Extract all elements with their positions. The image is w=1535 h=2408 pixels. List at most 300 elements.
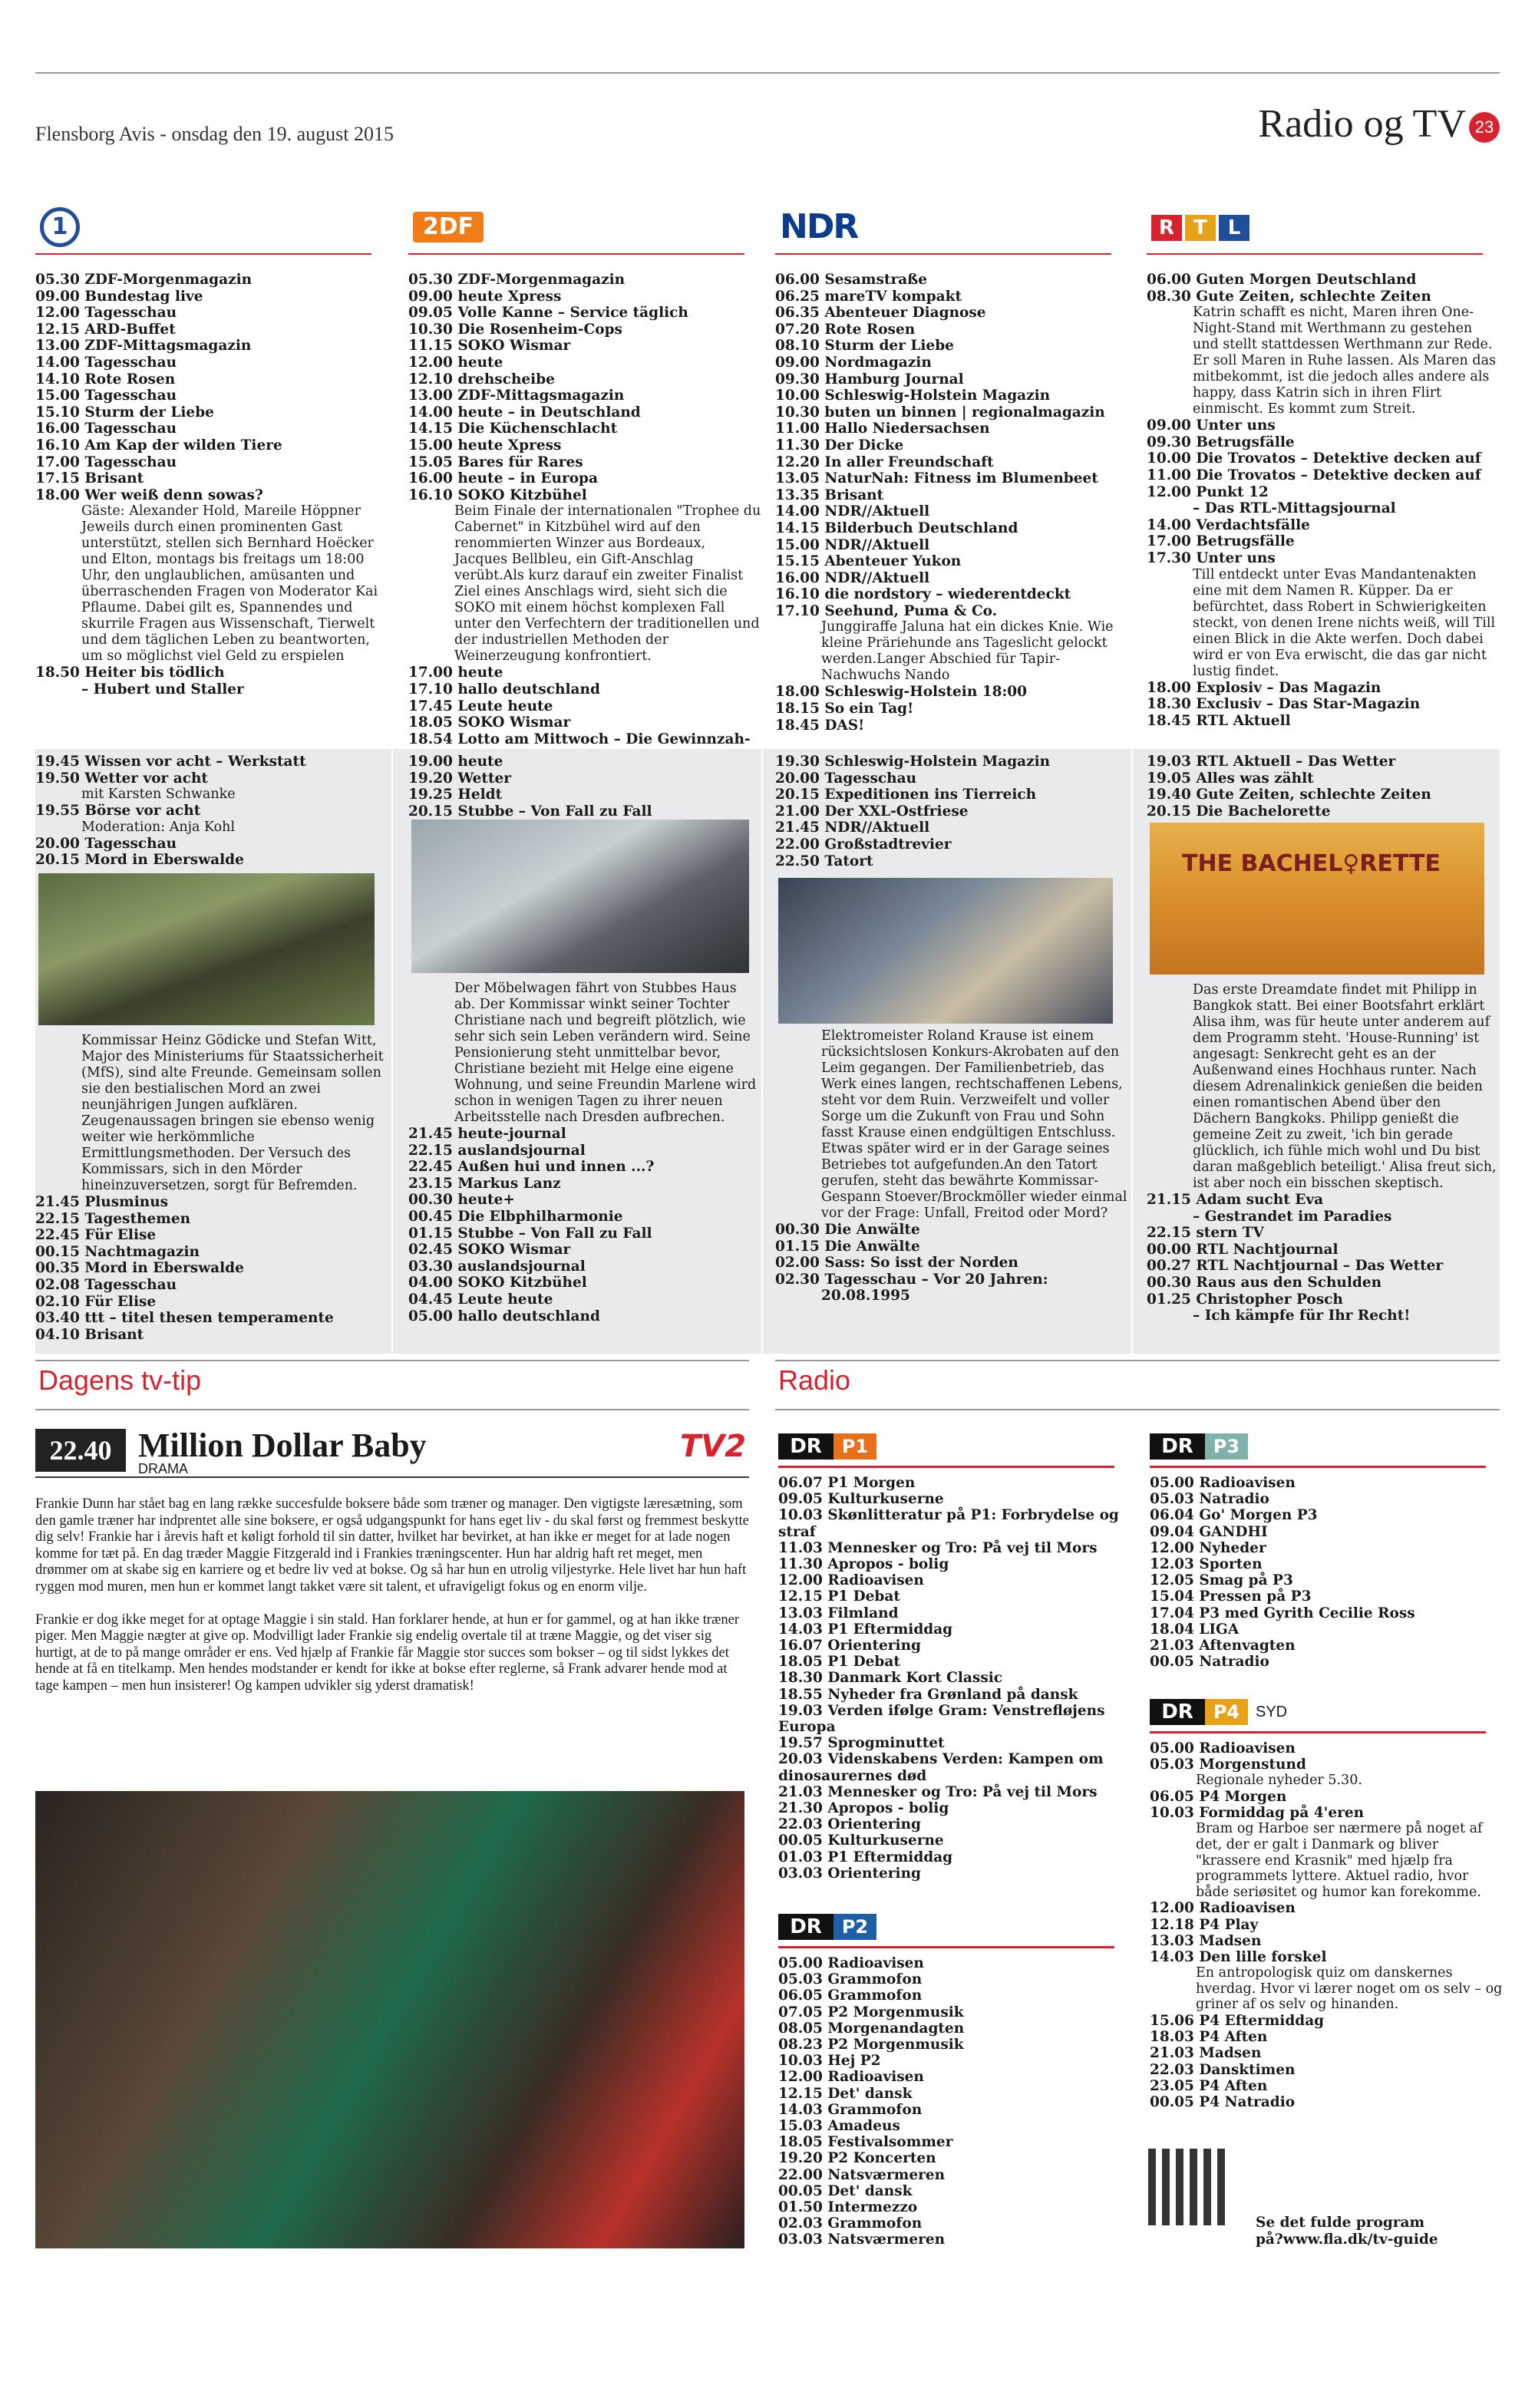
program-title: 18.50 Heiter bis tödlich xyxy=(35,665,225,681)
program-title: 21.45 Plusminus xyxy=(35,1194,169,1210)
zdf-program-photo xyxy=(411,820,749,973)
program-entry xyxy=(778,2167,1131,2183)
program-title: 05.00 Radioavisen xyxy=(778,1955,924,1971)
ard-logo-icon: 1 xyxy=(40,207,80,247)
program-entry xyxy=(35,1194,388,1211)
program-entry xyxy=(775,454,1128,471)
program-title: 18.05 P1 Debat xyxy=(778,1654,900,1671)
program-title: 19.45 Wissen vor acht – Werkstatt xyxy=(35,754,306,770)
program-entry xyxy=(1150,1540,1503,1556)
program-entry xyxy=(35,681,388,698)
program-entry xyxy=(35,487,388,665)
program-entry xyxy=(408,714,761,731)
program-title: 14.00 NDR//Aktuell xyxy=(775,503,930,520)
program-title: 16.10 Am Kap der wilden Tiere xyxy=(35,437,282,454)
program-entry xyxy=(408,272,761,289)
tv-tip-heading: Dagens tv-tip xyxy=(38,1364,202,1396)
program-title: 22.00 Großstadtrevier xyxy=(775,836,952,853)
program-entry xyxy=(408,437,761,454)
program-entry xyxy=(1150,1933,1503,1949)
ard-program-photo xyxy=(38,873,375,1025)
program-title: 06.05 P4 Morgen xyxy=(1150,1789,1287,1805)
tip-time-badge: 22.40 xyxy=(35,1429,126,1472)
program-description: Moderation: Anja Kohl xyxy=(81,819,236,835)
program-entry xyxy=(35,1244,388,1261)
program-title: 17.00 heute xyxy=(408,665,503,681)
program-title: 05.30 ZDF-Morgenmagazin xyxy=(408,272,626,288)
program-entry xyxy=(1150,1638,1503,1654)
program-entry xyxy=(1147,272,1500,289)
program-title: 15.00 NDR//Aktuell xyxy=(775,536,930,553)
program-entry xyxy=(408,1258,761,1275)
program-entry xyxy=(35,404,388,421)
program-entry xyxy=(408,388,761,404)
program-entry xyxy=(775,836,1128,853)
program-entry xyxy=(778,1751,1131,1767)
p2-schedule xyxy=(778,1955,1131,2248)
program-title: 06.04 Go' Morgen P3 xyxy=(1150,1507,1318,1524)
program-entry xyxy=(408,1225,761,1242)
program-title: 12.00 Punkt 12 xyxy=(1147,483,1269,500)
program-entry xyxy=(1150,1588,1503,1605)
program-entry xyxy=(778,1800,1131,1816)
p2-rule xyxy=(778,1946,1114,1948)
program-title: 09.05 Kulturkuserne xyxy=(778,1491,944,1508)
program-entry xyxy=(1150,1524,1503,1540)
program-entry xyxy=(35,454,388,471)
program-entry xyxy=(1147,417,1500,434)
program-title: 14.00 heute – in Deutschland xyxy=(408,404,641,421)
band-divider xyxy=(391,749,393,1354)
program-entry xyxy=(778,1621,1131,1638)
program-title: 12.18 P4 Play xyxy=(1150,1916,1259,1933)
program-entry xyxy=(1150,1621,1503,1638)
program-title: 17.45 Leute heute xyxy=(408,698,553,714)
program-title: 22.03 Dansktimen xyxy=(1150,2061,1296,2078)
program-description: Katrin schafft es nicht, Maren ihren One-Night-Stand mit Werthmann zu gestehen und stellt stattdessen Werthmann zur Rede. Er soll Maren in Ruhe lassen. Als Maren das mitbekommt, ist die jedoch alles andere als happy, dass Katrin sich in ihren Flirt einmischt. Es kommt zum Streit. xyxy=(1193,305,1496,417)
program-entry xyxy=(1150,1949,1503,2013)
dr-p1-badge: DR P1 xyxy=(778,1433,876,1460)
ndr-header xyxy=(775,201,1111,255)
program-title: 09.00 heute Xpress xyxy=(408,288,562,305)
program-title: 20.15 Expeditionen ins Tierreich xyxy=(775,787,1037,803)
program-title: 18.15 So ein Tag! xyxy=(775,701,914,717)
program-title: 11.00 Die Trovatos – Detektive decken auf xyxy=(1147,467,1481,483)
program-entry xyxy=(778,2183,1131,2199)
program-entry xyxy=(35,754,388,770)
page-number-badge: 23 xyxy=(1469,112,1500,143)
program-entry xyxy=(775,322,1128,338)
program-title: 21.15 Adam sucht Eva xyxy=(1147,1192,1324,1208)
program-title: 02.10 Für Elise xyxy=(35,1293,157,1310)
program-entry xyxy=(775,388,1128,404)
program-title: 10.03 Skønlitteratur på P1: Forbrydelse og xyxy=(778,1507,1119,1524)
program-entry xyxy=(775,437,1128,454)
program-title: 21.45 heute-journal xyxy=(408,1126,566,1142)
program-entry xyxy=(775,787,1128,803)
p4-rule xyxy=(1150,1731,1486,1733)
program-title: 18.05 Festivalsommer xyxy=(778,2134,953,2151)
program-entry xyxy=(408,454,761,471)
program-description: Gäste: Alexander Hold, Mareile Höppner Jeweils durch einen prominenten Gast unterstützt, stellen sich Bernhard Hoëcker und Elton, montags bis freitags um 18:00 Uhr, den unglaublichen, amüsanten und überraschenden Fragen von Moderator Kai Pflaume. Dabei gilt es, Spannendes und skurrile Fragen aus Wissenschaft, Tierwelt und dem täglichen Leben zu beantworten, um so möglichst viel Geld zu erspielen xyxy=(81,503,378,665)
program-entry xyxy=(408,404,761,421)
program-title: – Gestrandet im Paradies xyxy=(1193,1208,1392,1225)
program-title: 13.00 ZDF-Mittagsmagazin xyxy=(408,388,625,404)
program-title: 00.35 Mord in Eberswalde xyxy=(35,1260,244,1277)
p4-schedule xyxy=(1150,1740,1503,2110)
program-title: 15.00 heute Xpress xyxy=(408,437,562,454)
program-title: 11.30 Der Dicke xyxy=(775,437,904,454)
program-title: 16.00 NDR//Aktuell xyxy=(775,569,930,586)
program-entry xyxy=(775,570,1128,587)
ndr-schedule-day xyxy=(775,272,1128,734)
program-title: 18.05 SOKO Wismar xyxy=(408,714,571,731)
program-entry xyxy=(1147,1291,1500,1308)
program-entry xyxy=(775,305,1128,322)
program-title: 14.03 P1 Eftermiddag xyxy=(778,1621,953,1638)
program-title: 10.03 Hej P2 xyxy=(778,2053,881,2070)
program-entry xyxy=(1150,1757,1503,1789)
program-title: dinosaurernes død xyxy=(778,1767,927,1784)
program-title: 00.00 RTL Nachtjournal xyxy=(1147,1241,1339,1258)
program-title: 18.45 RTL Aktuell xyxy=(1147,712,1291,729)
program-title: 13.03 Filmland xyxy=(778,1605,899,1621)
program-title: 22.45 Für Elise xyxy=(35,1227,157,1244)
program-title: straf xyxy=(778,1523,816,1540)
program-entry xyxy=(778,1588,1131,1605)
program-entry xyxy=(408,681,761,698)
ard-header xyxy=(35,201,371,255)
program-title: 05.03 Natradio xyxy=(1150,1491,1269,1508)
program-title: 22.50 Tatort xyxy=(775,853,873,869)
program-title: 02.30 Tagesschau – Vor 20 Jahren: xyxy=(775,1271,1048,1288)
program-entry xyxy=(778,2118,1131,2134)
program-entry xyxy=(778,2037,1131,2053)
program-entry xyxy=(1150,1475,1503,1491)
program-entry xyxy=(35,1294,388,1311)
program-title: 11.03 Mennesker og Tro: På vej til Mors xyxy=(778,1539,1098,1556)
program-entry xyxy=(778,2020,1131,2037)
program-entry xyxy=(35,770,388,803)
program-title: 00.30 Die Anwälte xyxy=(775,1222,920,1238)
program-title: 10.30 buten un binnen | regionalmagazin xyxy=(775,404,1105,421)
program-entry xyxy=(408,1209,761,1225)
program-title: 20.03 Videnskabens Verden: Kampen om xyxy=(778,1751,1104,1768)
program-entry xyxy=(1147,434,1500,451)
program-title: 20.00 Tagesschau xyxy=(35,835,177,852)
program-entry xyxy=(1147,803,1500,820)
program-title: 06.07 P1 Morgen xyxy=(778,1475,916,1491)
tip-title: Million Dollar Baby xyxy=(138,1427,427,1464)
program-title: 00.15 Nachtmagazin xyxy=(35,1243,200,1260)
program-entry xyxy=(775,803,1128,820)
program-entry xyxy=(775,820,1128,836)
program-entry xyxy=(35,289,388,305)
program-entry xyxy=(35,836,388,853)
program-title: 21.30 Apropos - bolig xyxy=(778,1800,949,1817)
program-title: 17.00 Tagesschau xyxy=(35,454,177,470)
program-title: 12.00 Nyheder xyxy=(1150,1539,1266,1556)
program-entry xyxy=(35,1327,388,1344)
program-title: 05.00 Radioavisen xyxy=(1150,1740,1296,1757)
program-title: 22.45 Außen hui und innen ...? xyxy=(408,1159,655,1176)
program-entry xyxy=(1150,1654,1503,1670)
program-title: 07.20 Rote Rosen xyxy=(775,321,916,338)
program-entry xyxy=(778,1832,1131,1849)
program-entry xyxy=(35,305,388,322)
program-title: 17.30 Unter uns xyxy=(1147,549,1276,566)
program-entry xyxy=(1147,517,1500,534)
qr-code-icon[interactable] xyxy=(1148,2149,1225,2225)
program-entry xyxy=(408,305,761,322)
program-entry xyxy=(1150,2013,1503,2029)
program-title: 17.00 Betrugsfälle xyxy=(1147,533,1295,550)
program-title: 22.00 Natsværmeren xyxy=(778,2166,946,2183)
program-title: 09.00 Bundestag live xyxy=(35,288,203,305)
band-divider xyxy=(761,749,763,1354)
program-title: 12.15 P1 Debat xyxy=(778,1588,900,1605)
dr-p4-badge: DR P4 SYD xyxy=(1150,1699,1287,1725)
tip-rule xyxy=(35,1476,749,1478)
program-entry xyxy=(35,1033,388,1194)
program-entry xyxy=(408,371,761,388)
program-entry xyxy=(1147,1192,1500,1209)
zdf-logo-icon: 2DF xyxy=(413,212,484,242)
program-entry xyxy=(1150,1491,1503,1507)
ndr-schedule-prime xyxy=(775,754,1128,869)
program-title: 00.05 Kulturkuserne xyxy=(778,1832,944,1849)
program-entry xyxy=(1147,770,1500,787)
program-entry xyxy=(408,1242,761,1258)
program-entry xyxy=(1147,1258,1500,1275)
program-title: 01.15 Stubbe – Von Fall zu Fall xyxy=(408,1225,652,1242)
program-entry xyxy=(1150,2029,1503,2045)
program-entry xyxy=(408,421,761,437)
program-title: 12.00 Tagesschau xyxy=(35,305,177,322)
program-entry xyxy=(775,487,1128,504)
program-entry xyxy=(1147,982,1500,1192)
program-title: 18.00 Explosiv – Das Magazin xyxy=(1147,679,1382,696)
program-description: Junggiraffe Jaluna hat ein dickes Knie. Wie kleine Präriehunde ans Tageslicht gelockt werden.Langer Abschied für Tapir-Nachwuchs Nando xyxy=(821,619,1114,684)
program-title: 15.06 P4 Eftermiddag xyxy=(1150,2012,1325,2029)
program-entry xyxy=(778,1687,1131,1703)
program-title: 03.03 Natsværmeren xyxy=(778,2232,946,2248)
program-title: 19.25 Heldt xyxy=(408,787,503,803)
program-title: 15.03 Amadeus xyxy=(778,2118,900,2135)
rtl-header xyxy=(1147,201,1483,255)
program-title: 14.10 Rote Rosen xyxy=(35,371,176,388)
p3-schedule xyxy=(1150,1475,1503,1670)
program-entry xyxy=(408,1176,761,1192)
program-description: Elektromeister Roland Krause ist einem rücksichtslosen Konkurs-Akrobaten auf den Leim gegangen. Der Familienbetrieb, das Werk eines langen, rechtschaffenen Lebens, steht vor dem Ruin. Verzweifelt und voller Sorge um die Zukunft von Frau und Sohn fasst Krause einen endgültigen Entschluss. Etwas später wird er in der Garage seines Betriebes tot aufgefunden.An den Tatort gerufen, steht das bewährte Kommissar-Gespann Stoever/Brockmöller wieder einmal vor der Frage: Unfall, Freitod oder Mord? xyxy=(821,1028,1127,1221)
program-entry xyxy=(1147,1242,1500,1258)
program-entry xyxy=(35,852,388,869)
program-title: 18.55 Nyheder fra Grønland på dansk xyxy=(778,1686,1078,1703)
program-entry xyxy=(775,717,1128,734)
program-entry xyxy=(408,1192,761,1209)
program-title: 18.00 Schleswig-Holstein 18:00 xyxy=(775,684,1028,701)
program-title: 14.00 Tagesschau xyxy=(35,354,177,371)
program-title: 18.03 P4 Aften xyxy=(1150,2029,1268,2046)
program-entry xyxy=(778,1987,1131,2004)
program-entry xyxy=(408,803,761,820)
program-title: 02.00 Sass: So isst der Norden xyxy=(775,1255,1018,1272)
program-entry xyxy=(35,322,388,338)
masthead-date: Flensborg Avis - onsdag den 19. august 2015 xyxy=(35,123,394,145)
program-entry xyxy=(775,355,1128,371)
program-entry xyxy=(408,1159,761,1176)
dr-p3-badge: DR P3 xyxy=(1150,1433,1248,1460)
program-entry xyxy=(775,553,1128,570)
ndr-schedule-night xyxy=(775,1028,1128,1305)
program-entry xyxy=(775,853,1128,870)
program-entry xyxy=(408,289,761,305)
program-entry xyxy=(778,2053,1131,2069)
p1-schedule xyxy=(778,1475,1131,1882)
program-title: 04.45 Leute heute xyxy=(408,1291,553,1308)
program-title: 11.30 Apropos - bolig xyxy=(778,1556,949,1573)
program-entry xyxy=(1147,1275,1500,1291)
program-entry xyxy=(778,2215,1131,2232)
program-entry xyxy=(35,665,388,681)
program-title: 18.00 Wer weiß denn sowas? xyxy=(35,487,263,503)
zdf-schedule-prime xyxy=(408,754,761,820)
zdf-schedule-night xyxy=(408,981,761,1324)
rtl-logo-icon: R T L xyxy=(1151,215,1249,241)
program-title: 09.00 Nordmagazin xyxy=(775,354,932,371)
program-entry xyxy=(778,1865,1131,1882)
program-entry xyxy=(775,1272,1128,1288)
program-title: 08.10 Sturm der Liebe xyxy=(775,338,954,355)
program-entry xyxy=(35,437,388,454)
program-entry xyxy=(778,1703,1131,1719)
program-entry xyxy=(408,1308,761,1325)
program-title: 19.20 Wetter xyxy=(408,770,512,787)
ndr-program-photo xyxy=(778,878,1113,1024)
program-entry xyxy=(35,338,388,355)
program-entry xyxy=(1147,484,1500,501)
program-title: 23.05 P4 Aften xyxy=(1150,2077,1268,2094)
program-title: 01.15 Die Anwälte xyxy=(775,1238,920,1255)
section-rule xyxy=(775,1360,1500,1361)
program-title: 13.05 NaturNah: Fitness im Blumenbeet xyxy=(775,470,1098,487)
program-title: 10.00 Die Trovatos – Detektive decken auf xyxy=(1147,450,1481,467)
tip-description xyxy=(35,1496,749,1711)
program-entry xyxy=(778,2134,1131,2150)
program-entry xyxy=(775,586,1128,603)
program-title: – Ich kämpfe für Ihr Recht! xyxy=(1193,1308,1411,1324)
program-title: 16.00 Tagesschau xyxy=(35,421,177,437)
program-entry xyxy=(778,1735,1131,1751)
program-title: 20.15 Die Bachelorette xyxy=(1147,803,1331,820)
program-title: 12.00 Radioavisen xyxy=(778,1572,924,1589)
program-title: 11.15 SOKO Wismar xyxy=(408,338,571,355)
program-title: 18.04 LIGA xyxy=(1150,1621,1240,1638)
program-title: 14.15 Die Küchenschlacht xyxy=(408,421,618,437)
program-title: 19.03 Verden ifølge Gram: Venstrefløjens xyxy=(778,1702,1105,1719)
program-entry xyxy=(775,537,1128,554)
p1-rule xyxy=(778,1466,1114,1468)
program-title: 16.10 SOKO Kitzbühel xyxy=(408,487,587,503)
program-title: 00.30 heute+ xyxy=(408,1192,515,1209)
program-entry xyxy=(1150,2078,1503,2094)
program-title: 05.03 Morgenstund xyxy=(1150,1757,1306,1773)
program-entry xyxy=(408,698,761,715)
program-title: 19.30 Schleswig-Holstein Magazin xyxy=(775,754,1051,770)
program-title: 15.04 Pressen på P3 xyxy=(1150,1588,1312,1605)
section-rule xyxy=(35,1409,749,1410)
program-entry xyxy=(775,1028,1128,1222)
program-title: 07.05 P2 Morgenmusik xyxy=(778,2004,964,2020)
program-title: 12.15 Det' dansk xyxy=(778,2085,913,2102)
tv2-logo-icon: TV2 xyxy=(680,1429,747,1464)
rtl-schedule-night xyxy=(1147,982,1500,1324)
program-entry xyxy=(1150,1917,1503,1933)
program-entry xyxy=(1147,450,1500,467)
program-title: 19.50 Wetter vor acht xyxy=(35,770,208,787)
program-entry xyxy=(778,1638,1131,1654)
program-title: 08.05 Morgenandagten xyxy=(778,2020,965,2037)
program-title: 17.15 Brisant xyxy=(35,470,144,487)
zdf-header xyxy=(408,201,744,255)
program-entry xyxy=(1150,1805,1503,1900)
program-title: 22.15 Tagesthemen xyxy=(35,1210,191,1227)
program-title: 12.20 In aller Freundschaft xyxy=(775,454,994,470)
program-title: 12.00 Radioavisen xyxy=(778,2069,924,2086)
program-entry xyxy=(1147,550,1500,680)
program-entry xyxy=(35,1211,388,1228)
program-entry xyxy=(408,731,761,748)
program-entry xyxy=(35,421,388,437)
program-title: 20.15 Mord in Eberswalde xyxy=(35,852,244,869)
program-entry xyxy=(775,470,1128,487)
program-entry xyxy=(35,1310,388,1327)
program-title: 09.30 Hamburg Journal xyxy=(775,371,964,388)
program-title: 15.05 Bares für Rares xyxy=(408,454,583,470)
qr-caption: Se det fulde program på?www.fla.dk/tv-guide xyxy=(1256,2215,1438,2248)
program-description: En antropologisk quiz om danskernes hverdag. Hvor vi lærer noget om os selv – og griner af os selv og hinanden. xyxy=(1196,1965,1503,2013)
program-entry xyxy=(1150,1900,1503,1916)
program-description: Beim Finale der internationalen "Trophee du Cabernet" in Kitzbühel wird auf den renommierten Winzer aus Bordeaux, Jacques Bellbleu, ein Gift-Anschlag verübt.Als kurz darauf ein zweiter Finalist Ziel eines Anschlags wird, sieht sich die SOKO mit einem höchst komplexen Fall unter den Verfechtern der traditionellen und der industriellen Methoden der Weinerzeugung konfrontiert. xyxy=(454,503,761,665)
program-entry xyxy=(775,272,1128,289)
program-title: 19.40 Gute Zeiten, schlechte Zeiten xyxy=(1147,787,1431,803)
program-title: 10.00 Schleswig-Holstein Magazin xyxy=(775,388,1051,404)
dr-p2-badge: DR P2 xyxy=(778,1914,876,1940)
program-title: 01.03 P1 Eftermiddag xyxy=(778,1849,953,1865)
program-entry xyxy=(35,388,388,404)
program-entry xyxy=(778,1540,1131,1556)
program-title: 12.10 drehscheibe xyxy=(408,371,555,388)
program-description: Das erste Dreamdate findet mit Philipp in Bangkok statt. Bei einer Bootsfahrt erklärt Alisa ihm, was für heute unter anderem auf dem Programm steht. 'House-Running' ist angesagt: Senkrecht geht es an der Außenwand eines Hochhaus runter. Nach diesem Adrenalinkick genießen die beiden einen romantischen Abend über den Dächern Bangkoks. Philipp genießt die gemeine Zeit zu zweit, 'ich bin gerade glücklich, ich fühle mich wohl und Du bist daran maßgeblich beteiligt.' Alisa freut sich, ist aber noch ein bisschen skeptisch. xyxy=(1193,982,1497,1191)
program-title: 06.00 Sesamstraße xyxy=(775,272,927,288)
program-title: 19.03 RTL Aktuell – Das Wetter xyxy=(1147,754,1396,770)
section-rule xyxy=(775,1409,1500,1410)
program-entry xyxy=(775,371,1128,388)
program-title: 12.15 ARD-Buffet xyxy=(35,321,176,338)
program-title: 08.23 P2 Morgenmusik xyxy=(778,2037,964,2053)
program-title: 02.45 SOKO Wismar xyxy=(408,1242,571,1258)
program-entry xyxy=(35,371,388,388)
program-entry xyxy=(35,470,388,487)
tip-genre: DRAMA xyxy=(138,1461,189,1476)
tip-paragraph: Frankie er dog ikke meget for at optage Maggie i sin stald. Han forklarer hende, at hun er for gammel, og at han ikke træner piger. Men Maggie nægter at give op. Modvilligt lader Frankie sig endelig overtale til at træne Maggie, og det viser sig hurtigt, at de to på mange områder er ens. Ved hjælp af Frankie får Maggie stor succes som bokser – og til sidst lykkes det hende at få en titelkamp. Men hendes modstander er kendt for ikke at bokse efter reglerne, så Frank advarer hende mod at tage kampen – men hun insisterer! Og kampen udvikler sig yderst dramatisk! xyxy=(35,1611,739,1694)
program-description: Regionale nyheder 5.30. xyxy=(1196,1773,1362,1789)
program-title: 20.00 Tagesschau xyxy=(775,770,917,787)
program-title: 06.05 Grammofon xyxy=(778,1987,923,2004)
program-entry xyxy=(778,1768,1131,1784)
program-entry xyxy=(1150,1507,1503,1523)
program-entry xyxy=(778,1524,1131,1540)
